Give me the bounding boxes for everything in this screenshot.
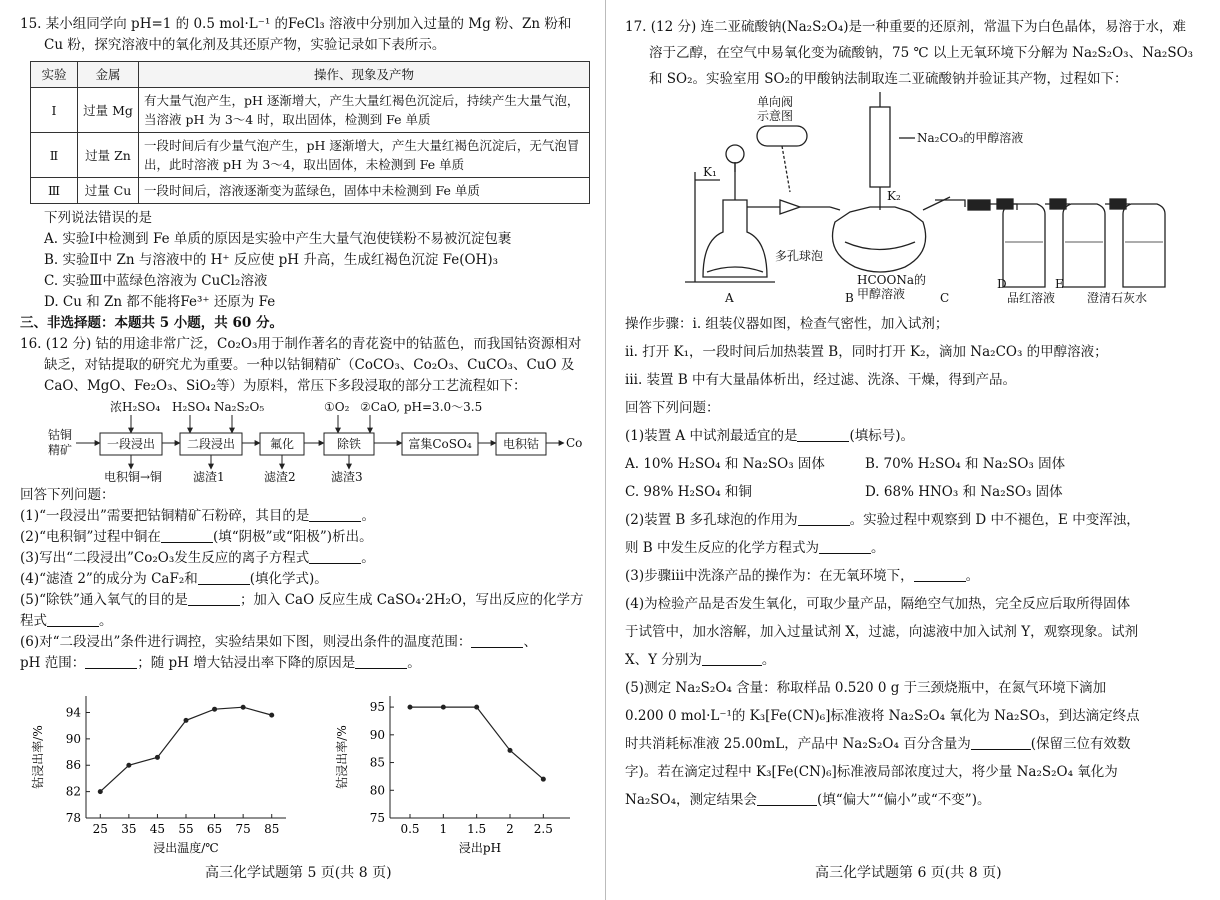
y-tick-label: 75	[369, 811, 385, 825]
q15-option-c: C. 实验Ⅲ中蓝绿色溶液为 CuCl₂溶液	[44, 273, 268, 289]
y-tick-label: 78	[65, 811, 81, 825]
flow-output-1: 电积铜→铜	[104, 470, 163, 484]
q17-stem: 17. (12 分) 连二亚硫酸钠(Na₂S₂O₄)是一种重要的还原剂，常温下为白色晶体，易溶于水，难溶于乙醇，在空气中易氧化变为硫酸钠，75 ℃ 以上无氧环境下分解为 Na₂S₂O₃、Na₂SO₃和 SO₂。实验室用 SO₂的甲酸钠法制取连二亚硫酸钠并验证其产物，过程如下：	[625, 19, 1194, 87]
k1-label: K₁	[703, 165, 717, 179]
q15-table	[30, 61, 590, 204]
q16-sub-1: (1)“一段浸出”需要把钴铜精矿石粉碎，其目的是 。	[20, 508, 375, 524]
data-point	[184, 718, 189, 723]
data-point	[269, 713, 274, 718]
q16-answer-intro: 回答下列问题：	[20, 487, 115, 503]
x-tick-label: 55	[178, 822, 194, 836]
flow-product: Co	[566, 436, 583, 450]
table-header: 操作、现象及产物	[139, 62, 590, 88]
hcoona-label-1: HCOONa的	[857, 273, 926, 287]
x-tick-label: 1.5	[467, 822, 487, 836]
answer-blank[interactable]	[971, 735, 1031, 750]
table-cell: 过量 Zn	[78, 133, 139, 178]
apparatus-letter-a: A	[725, 291, 734, 305]
q17-sub-5a: (5)测定 Na₂S₂O₄ 含量：称取样品 0.520 0 g 于三颈烧瓶中，在氮气环境下滴加	[625, 680, 1107, 696]
table-row	[31, 178, 590, 204]
y-tick-label: 82	[65, 784, 81, 799]
table-cell: Ⅰ	[31, 88, 78, 133]
q17-sub-4c: X、Y 分别为 。	[625, 652, 776, 668]
flow-step-4: 除铁	[336, 437, 362, 451]
q16-stem: 16. (12 分) 钴的用途非常广泛，Co₂O₃用于制作著名的青花瓷中的钴蓝色，而我国钴资源相对缺乏，对钴提取的研究尤为重要。一种以钴铜精矿（CoCO₃、Co₂O₃、CuCO₃、CuO 及 CaO、MgO、Fe₂O₃、SiO₂等）为原料，常压下多段浸取的部分工艺流程如下：	[20, 336, 582, 394]
data-point	[474, 705, 479, 710]
y-tick-label: 94	[65, 705, 81, 720]
x-tick-label: 2.5	[533, 822, 553, 836]
flow-output-4: 滤渣3	[331, 470, 363, 484]
apparatus-letter-c: C	[940, 291, 950, 305]
q17-option-b: B. 70% H₂SO₄ 和 Na₂SO₃ 固体	[865, 456, 1066, 472]
q17-answer-intro: 回答下列问题：	[625, 400, 720, 416]
answer-blank[interactable]	[198, 570, 250, 585]
q16-sub-5: (5)“除铁”通入氧气的目的是 ；加入 CaO 反应生成 CaSO₄·2H₂O，写出反应的化学方程式 。	[20, 592, 584, 629]
x-tick-label: 1	[439, 822, 448, 836]
x-axis-label: 浸出pH	[458, 841, 502, 855]
y-tick-label: 90	[65, 731, 81, 746]
q17-sub-2b: 则 B 中发生反应的化学方程式为 。	[625, 540, 885, 556]
answer-blank[interactable]	[161, 528, 213, 543]
q17-sub-4a: (4)为检验产品是否发生氧化，可取少量产品，隔绝空气加热，完全反应后取所得固体	[625, 596, 1131, 612]
q17-option-d: D. 68% HNO₃ 和 Na₂SO₃ 固体	[865, 484, 1063, 500]
chart-temperature	[26, 688, 296, 858]
answer-blank[interactable]	[355, 654, 407, 669]
data-point	[241, 705, 246, 710]
q17-step-2: ⅱ. 打开 K₁，一段时间后加热装置 B，同时打开 K₂，滴加 Na₂CO₃ 的甲醇溶液；	[625, 344, 1108, 360]
y-axis-label: 钴浸出率/%	[31, 725, 45, 789]
q16-sub-6: (6)对“二段浸出”条件进行调控，实验结果如下图，则浸出条件的温度范围： 、	[20, 634, 537, 650]
q16-sub-3: (3)写出“二段浸出”Co₂O₃发生反应的离子方程式 。	[20, 550, 375, 566]
q16-flowchart	[20, 399, 590, 485]
answer-blank[interactable]	[47, 612, 99, 627]
table-cell: 一段时间后有少量气泡产生，pH 逐渐增大，产生大量红褐色沉淀后，无气泡冒出，此时溶液 pH 为 3～4，取出固体，未检测到 Fe 单质	[139, 133, 590, 178]
y-tick-label: 85	[369, 755, 385, 770]
table-header: 金属	[78, 62, 139, 88]
table-cell: 过量 Mg	[78, 88, 139, 133]
flow-input-4: ①O₂	[324, 400, 350, 414]
data-point	[98, 789, 103, 794]
y-tick-label: 86	[65, 758, 81, 773]
answer-blank[interactable]	[757, 791, 817, 806]
answer-blank[interactable]	[309, 507, 361, 522]
apparatus-letter-e: E	[1055, 277, 1064, 291]
data-point	[508, 748, 513, 753]
answer-blank[interactable]	[309, 549, 361, 564]
pinhong-label: 品红溶液	[1007, 291, 1056, 305]
q15-option-a: A. 实验Ⅰ中检测到 Fe 单质的原因是实验中产生大量气泡使镁粉不易被沉淀包裹	[44, 231, 512, 247]
valve-label-1: 单向阀	[757, 95, 794, 109]
table-cell: Ⅱ	[31, 133, 78, 178]
answer-blank[interactable]	[471, 633, 523, 648]
answer-blank[interactable]	[914, 567, 966, 582]
table-cell: 过量 Cu	[78, 178, 139, 204]
q17-options-cd	[625, 478, 1195, 506]
x-tick-label: 35	[121, 822, 137, 836]
x-tick-label: 25	[92, 822, 108, 836]
y-tick-label: 80	[369, 783, 385, 798]
x-tick-label: 85	[264, 822, 280, 836]
q17-step-1: 操作步骤：ⅰ. 组装仪器如图，检查气密性，加入试剂；	[625, 316, 949, 332]
k2-label: K₂	[887, 189, 901, 203]
bubble-label: 多孔球泡	[775, 249, 824, 263]
q17-sub-3: (3)步骤ⅲ中洗涤产品的操作为：在无氧环境下， 。	[625, 568, 980, 584]
data-point	[541, 777, 546, 782]
q17-sub-2: (2)装置 B 多孔球泡的作用为 。实验过程中观察到 D 中不褪色，E 中变浑浊，	[625, 512, 1140, 528]
x-tick-label: 75	[235, 822, 251, 836]
q17-sub-5f: Na₂SO₄，测定结果会 (填“偏大”“偏小”或“不变”)。	[625, 792, 991, 808]
y-tick-label: 90	[369, 727, 385, 742]
footer-right: 高三化学试题第 6 页(共 8 页)	[815, 865, 1002, 881]
apparatus-letter-d: D	[997, 277, 1007, 291]
x-tick-label: 0.5	[400, 822, 420, 836]
flow-raw-2: 精矿	[48, 443, 73, 457]
flow-input-2: H₂SO₄	[172, 400, 211, 414]
q16-sub-6b: pH 范围： ；随 pH 增大钴浸出率下降的原因是 。	[20, 655, 421, 671]
page-divider	[605, 0, 606, 900]
flow-step-3: 氟化	[269, 437, 295, 451]
flow-step-2: 二段浸出	[186, 437, 236, 451]
q17-option-c: C. 98% H₂SO₄ 和铜	[625, 484, 752, 500]
q17-sub-5c: 时共消耗标准液 25.00mL，产品中 Na₂S₂O₄ 百分含量为 (保留三位有效数	[625, 736, 1131, 752]
q17-sub-5e: 字)。若在滴定过程中 K₃[Fe(CN)₆]标准液局部浓度过大，将少量 Na₂S₂O₄ 氧化为	[625, 764, 1118, 780]
x-axis-label: 浸出温度/℃	[153, 841, 219, 855]
flow-input-5: ②CaO, pH=3.0～3.5	[360, 400, 483, 414]
flow-step-6: 电积钴	[502, 437, 540, 451]
q17-step-3: ⅲ. 装置 B 中有大量晶体析出，经过滤、洗涤、干燥，得到产品。	[625, 372, 1017, 388]
table-header: 实验	[31, 62, 78, 88]
q17-options-ab	[625, 450, 1195, 478]
answer-blank[interactable]	[85, 654, 137, 669]
q15-prompt: 下列说法错误的是	[44, 210, 152, 226]
q16-sub-4: (4)“滤渣 2”的成分为 CaF₂和 (填化学式)。	[20, 571, 328, 587]
y-axis-label: 钴浸出率/%	[335, 725, 349, 789]
na2co3-label: Na₂CO₃的甲醇溶液	[917, 131, 1024, 145]
answer-blank[interactable]	[798, 511, 850, 526]
data-point	[155, 755, 160, 760]
series-line	[410, 707, 543, 779]
q17-option-a: A. 10% H₂SO₄ 和 Na₂SO₃ 固体	[625, 456, 825, 472]
q17-sub-4b: 于试管中，加水溶解，加入过量试剂 X，过滤，向滤液中加入试剂 Y，观察现象。试剂	[625, 624, 1139, 640]
flow-output-3: 滤渣2	[264, 470, 296, 484]
apparatus-letter-b: B	[845, 291, 854, 305]
answer-blank[interactable]	[188, 591, 240, 606]
q17-apparatus	[625, 92, 1195, 306]
q15-stem: 15. 某小组同学向 pH=1 的 0.5 mol·L⁻¹ 的FeCl₃ 溶液中分别加入过量的 Mg 粉、Zn 粉和 Cu 粉，探究溶液中的氧化剂及其还原产物，实验记录如下表所示。	[20, 16, 572, 53]
data-point	[126, 763, 131, 768]
answer-blank[interactable]	[819, 539, 871, 554]
q15-option-d: D. Cu 和 Zn 都不能将Fe³⁺ 还原为 Fe	[44, 294, 276, 310]
q15-option-b: B. 实验Ⅱ中 Zn 与溶液中的 H⁺ 反应使 pH 升高，生成红褐色沉淀 Fe(OH)₃	[44, 252, 499, 268]
flow-step-5: 富集CoSO₄	[408, 437, 472, 451]
section-heading: 三、非选择题：本题共 5 小题，共 60 分。	[20, 315, 283, 331]
table-row	[31, 88, 590, 133]
chart-ph	[330, 688, 580, 858]
answer-blank[interactable]	[702, 651, 762, 666]
hcoona-label-2: 甲醇溶液	[857, 287, 906, 301]
limewater-label: 澄清石灰水	[1087, 291, 1148, 305]
q17-sub-1: (1)装置 A 中试剂最适宜的是 (填标号)。	[625, 428, 915, 444]
data-point	[441, 705, 446, 710]
right-page	[625, 14, 1195, 814]
data-point	[212, 707, 217, 712]
y-tick-label: 95	[369, 700, 385, 715]
q16-sub-2: (2)“电积铜”过程中铜在 (填“阴极”或“阳极”)析出。	[20, 529, 373, 545]
table-cell: 有大量气泡产生，pH 逐渐增大，产生大量红褐色沉淀后，持续产生大量气泡，当溶液 pH 为 3～4 时，取出固体，检测到 Fe 单质	[139, 88, 590, 133]
flow-output-2: 滤渣1	[193, 470, 225, 484]
x-tick-label: 2	[506, 822, 514, 836]
table-cell: Ⅲ	[31, 178, 78, 204]
x-tick-label: 45	[149, 822, 166, 836]
q17-sub-5b: 0.200 0 mol·L⁻¹的 K₃[Fe(CN)₆]标准液将 Na₂S₂O₄ 氧化为 Na₂SO₃，到达滴定终点	[625, 708, 1140, 724]
flow-step-1: 一段浸出	[106, 437, 156, 451]
footer-left: 高三化学试题第 5 页(共 8 页)	[205, 865, 392, 881]
data-point	[408, 705, 413, 710]
flow-input-3: Na₂S₂O₅	[214, 400, 265, 414]
flow-input-1: 浓H₂SO₄	[110, 400, 161, 414]
flow-raw-1: 钴铜	[48, 428, 73, 442]
table-row	[31, 133, 590, 178]
left-page	[20, 14, 590, 855]
x-tick-label: 65	[206, 822, 223, 836]
table-cell: 一段时间后，溶液逐渐变为蓝绿色，固体中未检测到 Fe 单质	[139, 178, 590, 204]
valve-label-2: 示意图	[757, 109, 794, 123]
answer-blank[interactable]	[797, 427, 849, 442]
